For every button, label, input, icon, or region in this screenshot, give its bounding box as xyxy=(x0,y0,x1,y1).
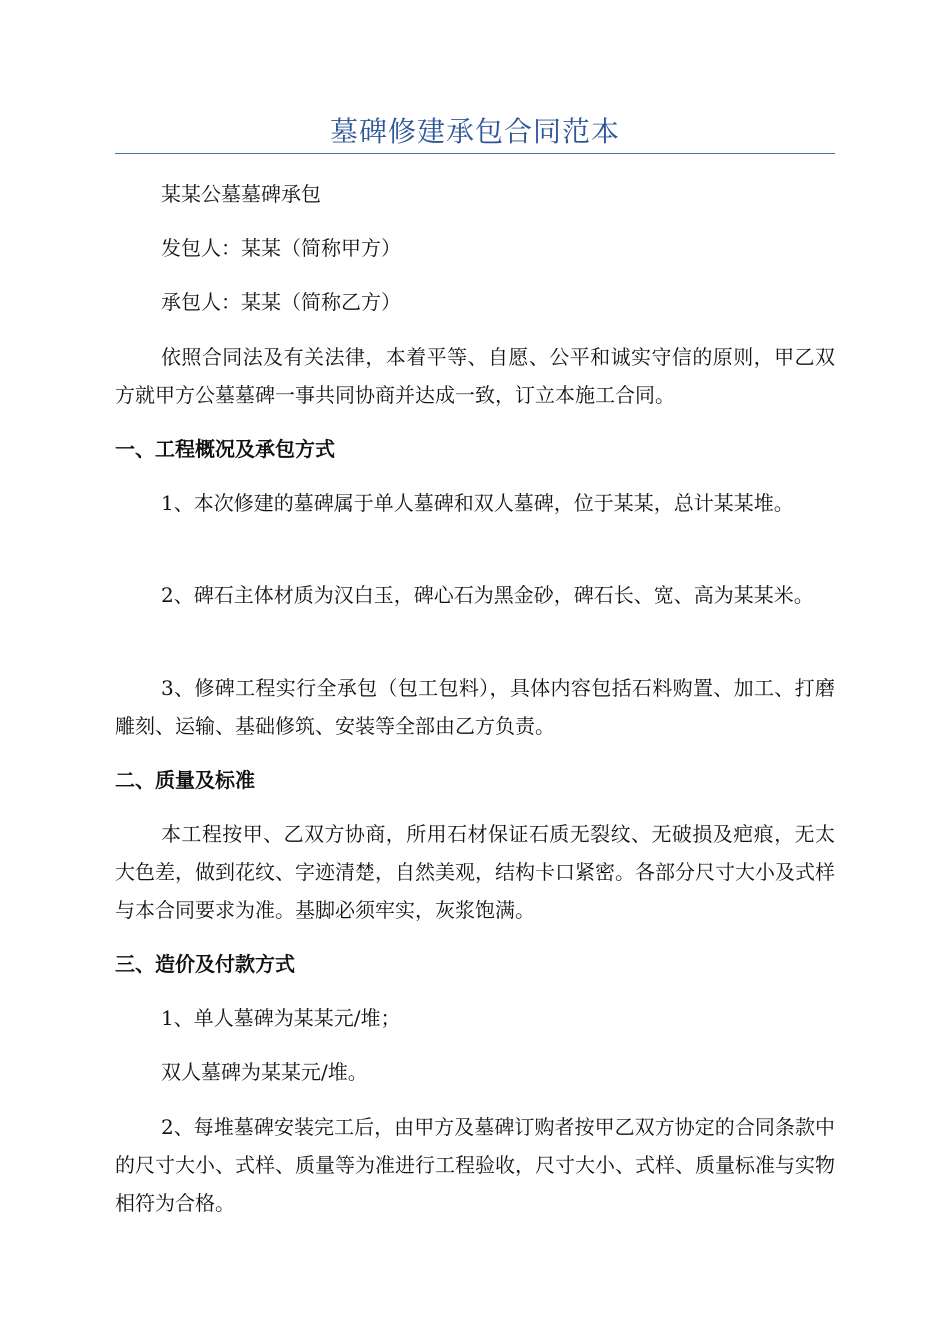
section-heading-overview: 一、工程概况及承包方式 xyxy=(115,437,335,461)
section-heading-pricing: 三、造价及付款方式 xyxy=(115,952,295,976)
overview-item-1: 1、本次修建的墓碑属于单人墓碑和双人墓碑，位于某某，总计某某堆。 xyxy=(161,491,794,515)
document-title: 墓碑修建承包合同范本 xyxy=(329,115,620,148)
project-name: 某某公墓墓碑承包 xyxy=(161,182,321,206)
pricing-single: 1、单人墓碑为某某元/堆； xyxy=(161,1006,401,1030)
overview-item-3: 3、修碑工程实行全承包（包工包料），具体内容包括石料购置、加工、打磨雕刻、运输、基础修筑、安装等全部由乙方负责。 xyxy=(115,676,835,738)
quality-paragraph: 本工程按甲、乙双方协商，所用石材保证石质无裂纹、无破损及疤痕，无太大色差，做到花纹、字迹清楚，自然美观，结构卡口紧密。各部分尺寸大小及式样与本合同要求为准。基脚必须牢实，灰浆饱满。 xyxy=(115,822,835,922)
overview-item-2: 2、碑石主体材质为汉白玉，碑心石为黑金砂，碑石长、宽、高为某某米。 xyxy=(161,583,814,607)
title-underline xyxy=(115,153,835,154)
pricing-double: 双人墓碑为某某元/堆。 xyxy=(161,1060,368,1084)
employer-line: 发包人：某某（简称甲方） xyxy=(161,236,401,260)
preamble-paragraph: 依照合同法及有关法律，本着平等、自愿、公平和诚实守信的原则，甲乙双方就甲方公墓墓碑一事共同协商并达成一致，订立本施工合同。 xyxy=(115,345,835,407)
pricing-acceptance: 2、每堆墓碑安装完工后，由甲方及墓碑订购者按甲乙双方协定的合同条款中的尺寸大小、式样、质量等为准进行工程验收，尺寸大小、式样、质量标准与实物相符为合格。 xyxy=(115,1115,835,1215)
contractor-line: 承包人：某某（简称乙方） xyxy=(161,290,401,314)
section-heading-quality: 二、质量及标准 xyxy=(115,768,255,792)
